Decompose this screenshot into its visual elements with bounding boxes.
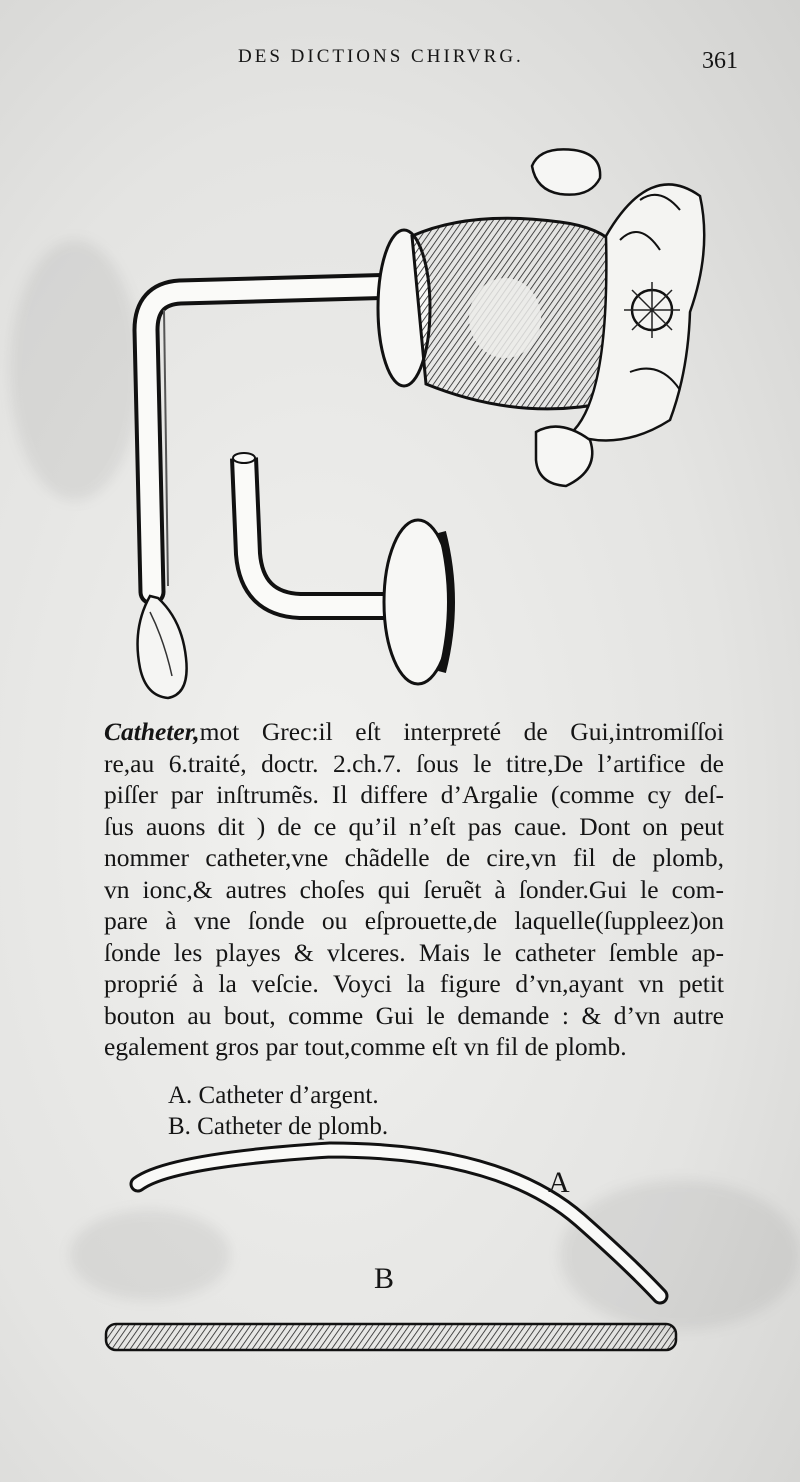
text-line: bouton au bout, comme Gui le demande : & d’vn autre xyxy=(104,1000,724,1030)
text-line: ſonde les playes & vlceres. Mais le catheter ſemble ap- xyxy=(104,937,724,967)
text-line: re,au 6.traité, doctr. 2.ch.7. ſous le titre,De l’artifice de xyxy=(104,748,724,778)
running-head: DES DICTIONS CHIRVRG. xyxy=(238,46,524,67)
text-line: nommer catheter,vne chãdelle de cire,vn fil de plomb, xyxy=(104,843,724,872)
text-line: egalement gros par tout,comme eſt vn fil de plomb. xyxy=(104,1032,627,1061)
lead-word: Catheter, xyxy=(104,717,200,746)
legend-item-b: B. Catheter de plomb. xyxy=(168,1113,389,1140)
lower-syringe-figure xyxy=(233,453,452,684)
figure-legend xyxy=(168,1080,388,1142)
catheter-a-figure xyxy=(138,1150,660,1296)
text-line: pare à vne ſonde ou eſprouette,de laquelle(ſuppleez)on xyxy=(104,906,724,935)
first-line-text: mot Grec:il eſt interpreté de Gui,intromiſſoi xyxy=(199,717,724,746)
text-line: proprié à la veſcie. Voyci la figure d’vn,ayant vn petit xyxy=(104,969,724,998)
catheter-b-figure xyxy=(106,1324,676,1350)
text-line: ſus auons dit ) de ce qu’il n’eſt pas caue. Dont on peut xyxy=(104,811,724,841)
page-number: 361 xyxy=(702,48,738,74)
text-line: piſſer par inſtrumẽs. Il differe d’Argalie (comme cy deſ- xyxy=(104,780,724,809)
body-paragraph xyxy=(104,716,724,1063)
text-line: vn ionc,& autres choſes qui ſeruẽt à ſonder.Gui le com- xyxy=(104,874,724,904)
figure-label-a: A xyxy=(548,1166,570,1199)
figure-label-b: B xyxy=(374,1262,395,1295)
cotton-tip xyxy=(138,596,187,698)
legend-item-a: A. Catheter d’argent. xyxy=(168,1082,379,1109)
